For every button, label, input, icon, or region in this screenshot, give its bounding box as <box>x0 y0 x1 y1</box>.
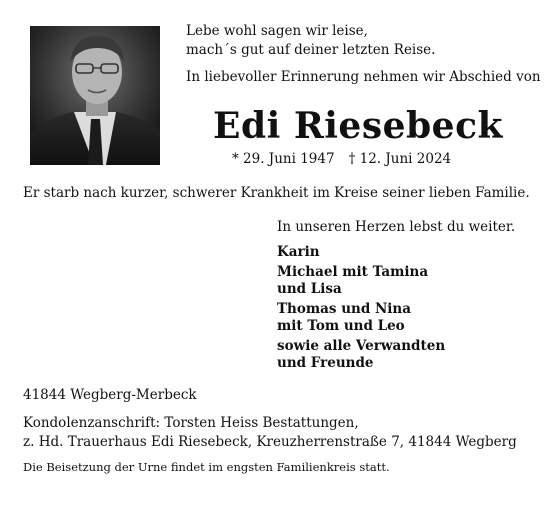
condolence-address <box>23 414 517 452</box>
poem-line: mach´s gut auf deiner letzten Reise. <box>186 42 436 58</box>
mourners-list <box>277 244 445 375</box>
condolence-line: Kondolenzanschrift: Torsten Heiss Bestattungen, <box>23 415 359 431</box>
life-dates <box>232 150 451 169</box>
mourner-line: mit Tom und Leo <box>277 318 405 334</box>
mourner-line: Thomas und Nina <box>277 301 411 317</box>
mourner-group <box>277 338 445 372</box>
mourner-group <box>277 264 445 298</box>
mourner-line: Karin <box>277 244 320 260</box>
memorial-line: In unseren Herzen lebst du weiter. <box>277 219 516 235</box>
mourner-line: und Lisa <box>277 281 342 297</box>
place-line: 41844 Wegberg-Merbeck <box>23 387 197 403</box>
condolence-line: z. Hd. Trauerhaus Edi Riesebeck, Kreuzherrenstraße 7, 41844 Wegberg <box>23 434 517 450</box>
poem-line: Lebe wohl sagen wir leise, <box>186 23 368 39</box>
mourner-line: und Freunde <box>277 355 374 371</box>
mourner-line: Michael mit Tamina <box>277 264 429 280</box>
mourner-group <box>277 244 445 261</box>
mourner-group <box>277 301 445 335</box>
death-date: † 12. Juni 2024 <box>348 151 452 167</box>
mourner-line: sowie alle Verwandten <box>277 338 446 354</box>
farewell-intro: In liebevoller Erinnerung nehmen wir Abschied von <box>186 69 541 85</box>
deceased-name: Edi Riesebeck <box>213 105 503 147</box>
poem <box>186 22 435 60</box>
portrait-photo <box>30 26 160 165</box>
birth-date: * 29. Juni 1947 <box>232 151 335 167</box>
burial-note: Die Beisetzung der Urne findet im engsten Familienkreis statt. <box>23 460 390 474</box>
passing-statement: Er starb nach kurzer, schwerer Krankheit im Kreise seiner lieben Familie. <box>23 185 530 201</box>
